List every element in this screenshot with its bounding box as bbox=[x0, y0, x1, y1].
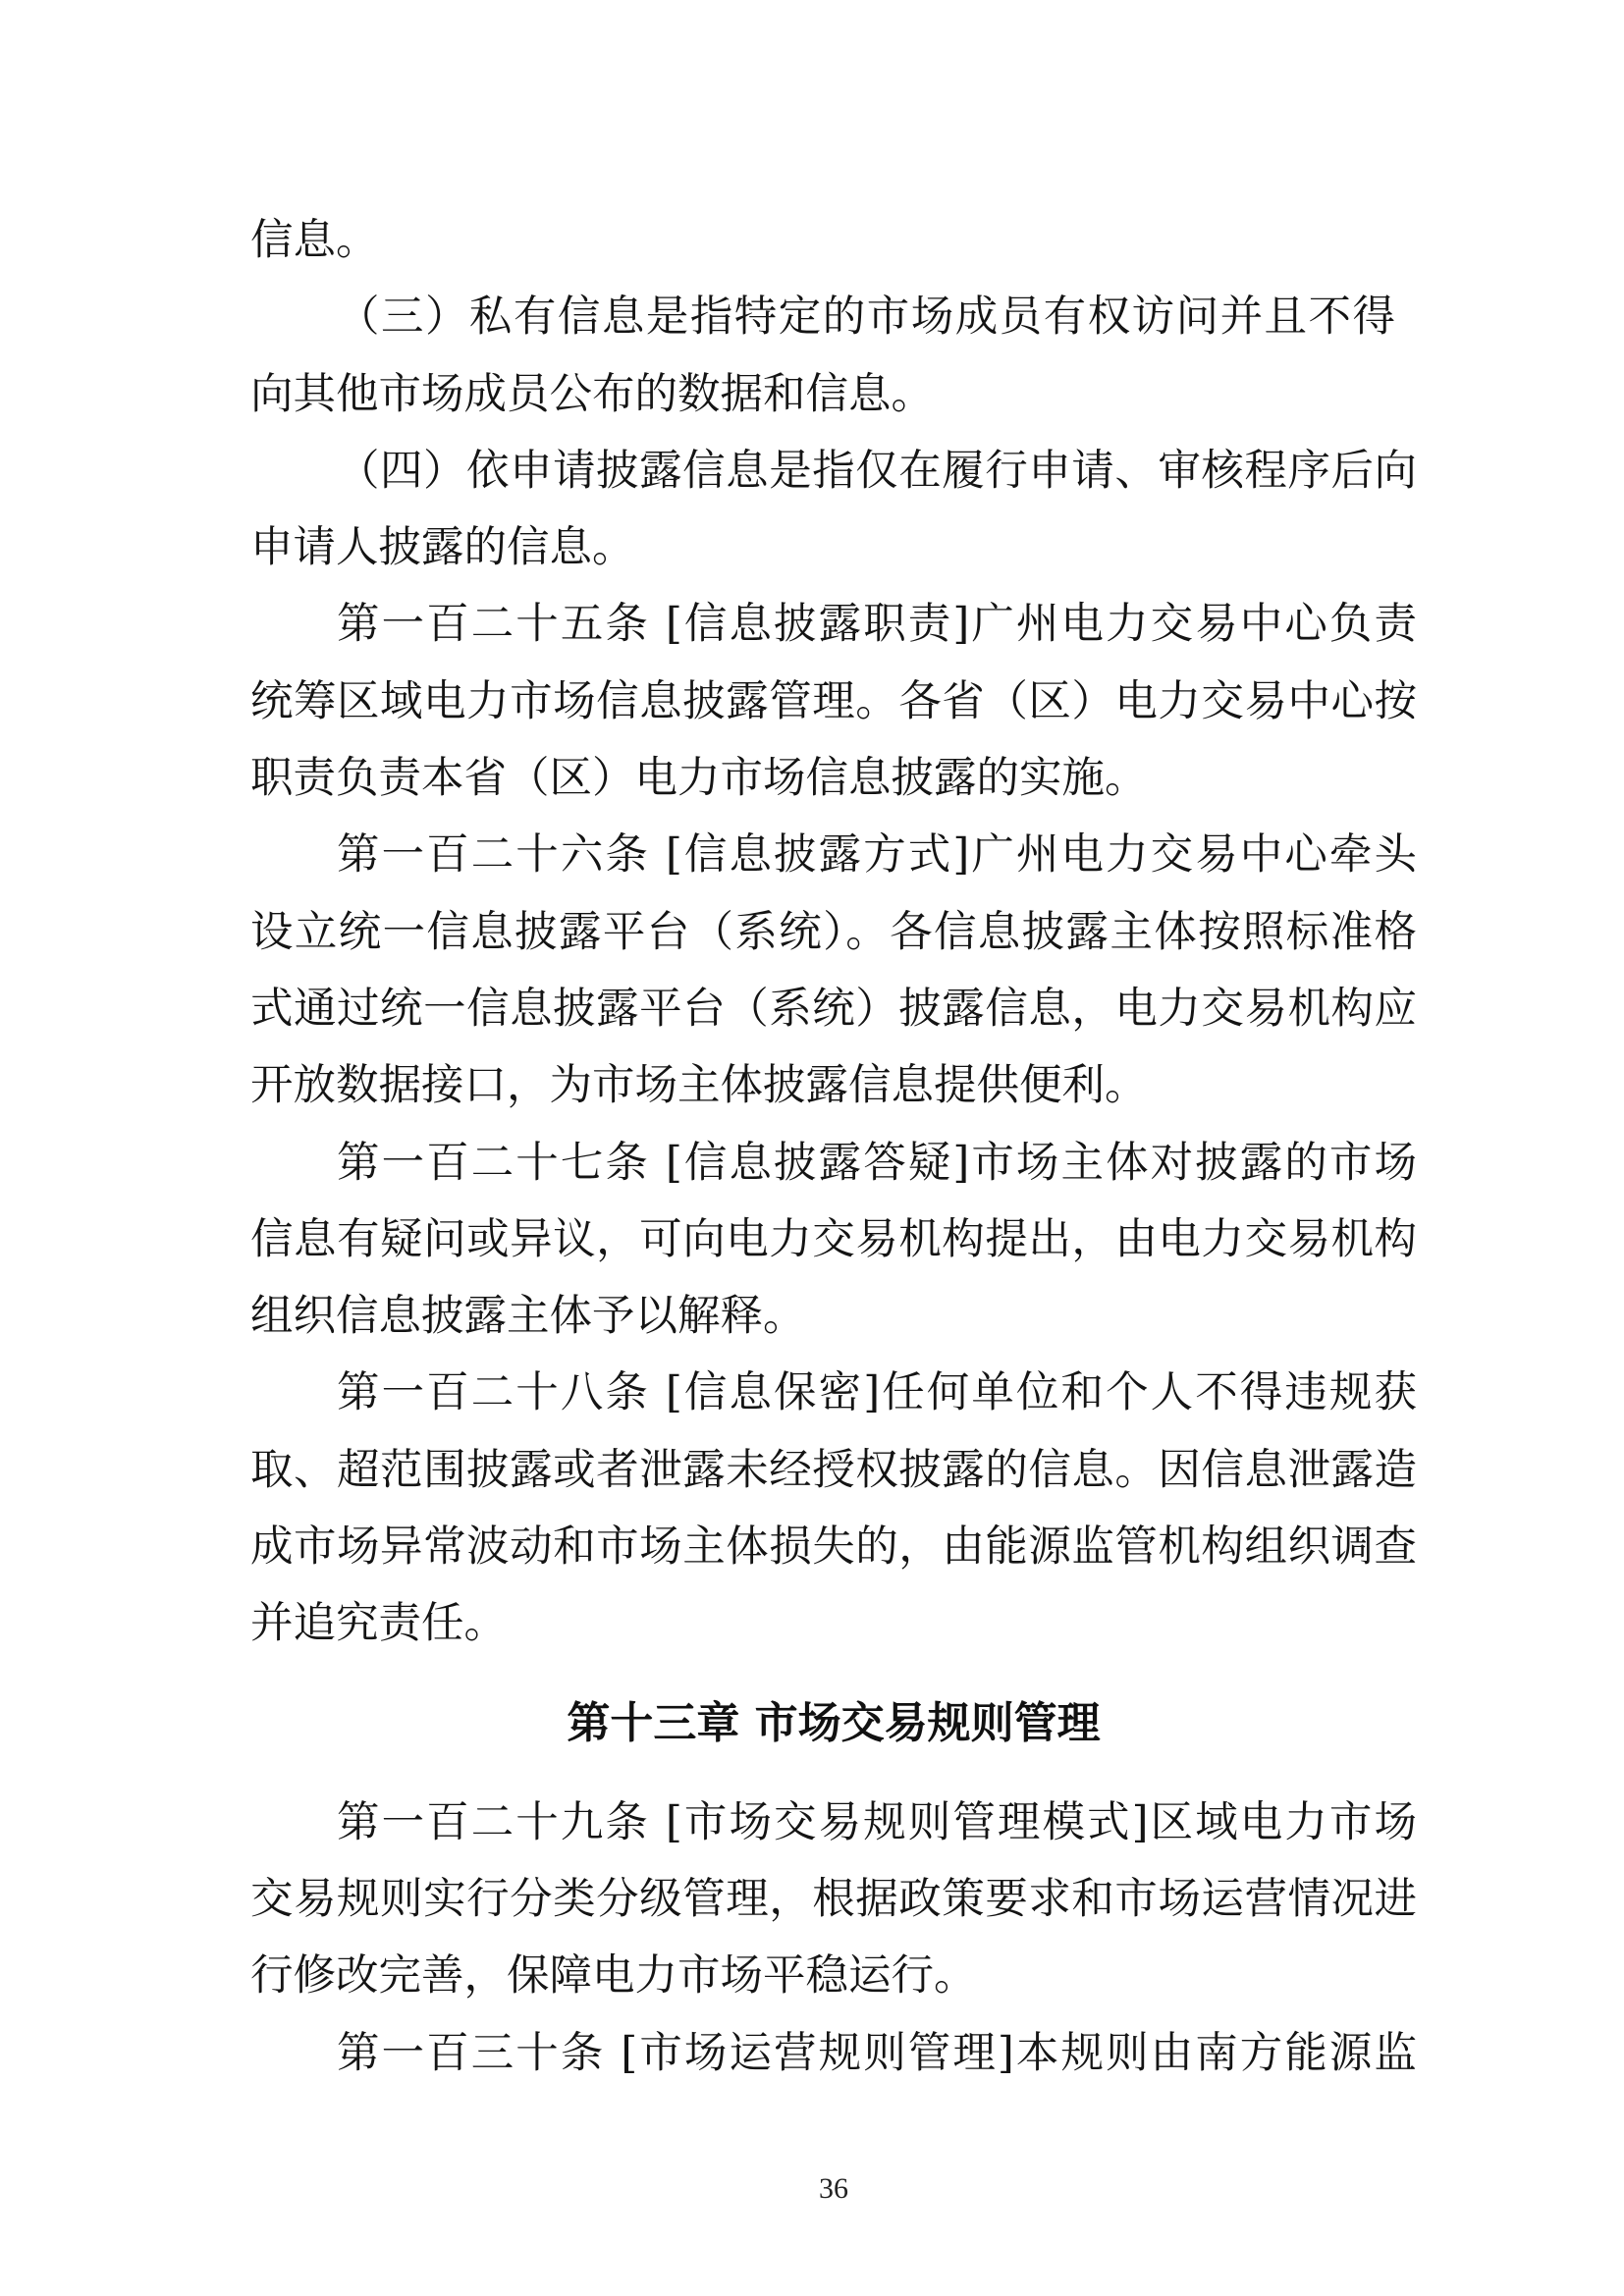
paragraph-line: 信息。 bbox=[250, 216, 379, 265]
paragraph-line: 并追究责任。 bbox=[250, 1599, 507, 1649]
chapter-heading: 第十三章 市场交易规则管理 bbox=[567, 1697, 1101, 1748]
page-number: 36 bbox=[819, 2172, 848, 2205]
paragraph-line: （三）私有信息是指特定的市场成员有权访问并且不得 bbox=[337, 293, 1395, 343]
paragraph-line: 职责负责本省（区）电力市场信息披露的实施。 bbox=[250, 754, 1148, 804]
paragraph-line: 设立统一信息披露平台（系统）。各信息披露主体按照标准格 bbox=[250, 907, 1417, 957]
paragraph-line: 申请人披露的信息。 bbox=[250, 523, 635, 573]
paragraph-line: 第一百二十九条 [市场交易规则管理模式]区域电力市场 bbox=[337, 1797, 1417, 1847]
paragraph-line: 向其他市场成员公布的数据和信息。 bbox=[250, 369, 934, 419]
document-body bbox=[250, 202, 1417, 2092]
article-129-paragraph bbox=[250, 1785, 1417, 2015]
paragraph-line: 统筹区域电力市场信息披露管理。各省（区）电力交易中心按 bbox=[250, 676, 1417, 726]
paragraph-line: 式通过统一信息披露平台（系统）披露信息，电力交易机构应 bbox=[250, 984, 1417, 1034]
article-130-paragraph bbox=[250, 2015, 1417, 2092]
paragraph-line: 第一百二十八条 [信息保密]任何单位和个人不得违规获 bbox=[337, 1368, 1417, 1418]
paragraph-line: 组织信息披露主体予以解释。 bbox=[250, 1292, 806, 1342]
article-128-paragraph bbox=[250, 1355, 1417, 1662]
paragraph-line: 成市场异常波动和市场主体损失的，由能源监管机构组织调查 bbox=[250, 1522, 1417, 1573]
paragraph-line: 信息有疑问或异议，可向电力交易机构提出，由电力交易机构 bbox=[250, 1214, 1417, 1264]
paragraph-item-three bbox=[250, 279, 1417, 433]
paragraph-line: 第一百三十条 [市场运营规则管理]本规则由南方能源监 bbox=[337, 2028, 1417, 2078]
paragraph-line: 行修改完善，保障电力市场平稳运行。 bbox=[250, 1951, 977, 2002]
paragraph-line: 第一百二十五条 [信息披露职责]广州电力交易中心负责 bbox=[337, 600, 1417, 650]
paragraph-line: 第一百二十六条 [信息披露方式]广州电力交易中心牵头 bbox=[337, 830, 1417, 881]
paragraph-line: 第一百二十七条 [信息披露答疑]市场主体对披露的市场 bbox=[337, 1138, 1417, 1188]
article-126-paragraph bbox=[250, 817, 1417, 1124]
paragraph-line: 开放数据接口，为市场主体披露信息提供便利。 bbox=[250, 1061, 1148, 1111]
paragraph-line: （四）依申请披露信息是指仅在履行申请、审核程序后向 bbox=[337, 446, 1417, 496]
article-127-paragraph bbox=[250, 1125, 1417, 1356]
paragraph-item-four bbox=[250, 433, 1417, 587]
article-125-paragraph bbox=[250, 586, 1417, 817]
paragraph-line: 交易规则实行分类分级管理，根据政策要求和市场运营情况进 bbox=[250, 1874, 1417, 1924]
paragraph-continuation bbox=[250, 202, 1417, 279]
paragraph-line: 取、超范围披露或者泄露未经授权披露的信息。因信息泄露造 bbox=[250, 1445, 1417, 1495]
